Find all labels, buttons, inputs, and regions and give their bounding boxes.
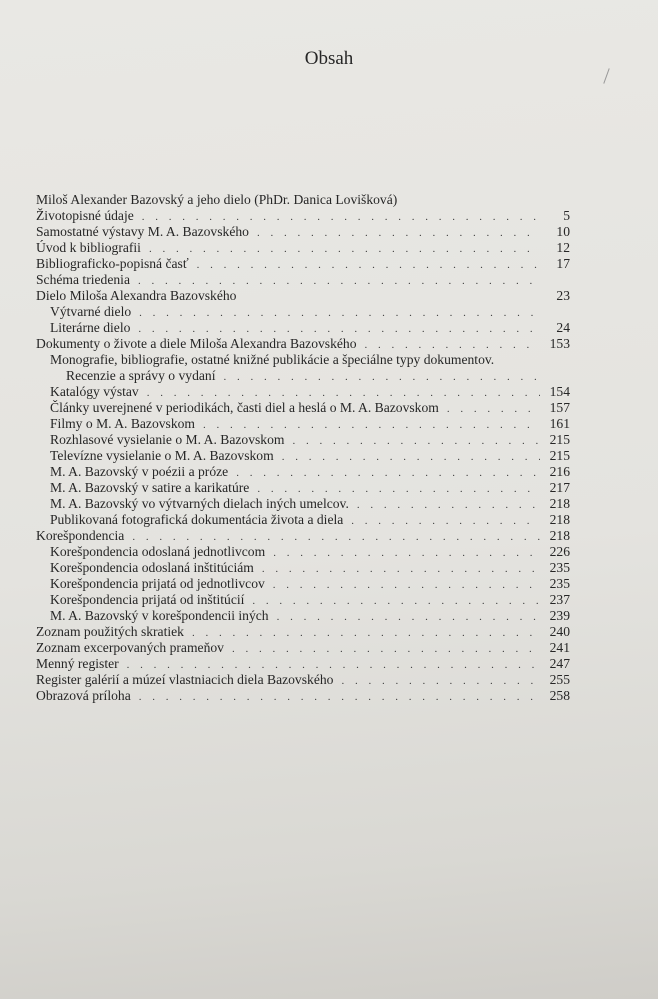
toc-entry: [36, 304, 570, 320]
toc-entry: [36, 480, 570, 496]
toc-entry-title: Televízne vysielanie o M. A. Bazovskom: [50, 448, 274, 463]
toc-entry: [36, 368, 570, 384]
toc-entry: [36, 336, 570, 352]
leader-dots: [257, 225, 540, 241]
toc-entry-title: Recenzie a správy o vydaní: [66, 368, 216, 383]
toc-entry-title: Korešpondencia: [36, 528, 125, 543]
leader-dots: [292, 433, 540, 449]
toc-entry-title: Korešpondencia odoslaná jednotlivcom: [50, 544, 266, 559]
toc-entry-title: Korešpondencia odoslaná inštitúciám: [50, 560, 254, 575]
toc-entry-page: 218: [549, 528, 570, 543]
toc-entry-title: Register galérií a múzeí vlastniacich diela Bazovského: [36, 672, 334, 687]
toc-entry: [36, 224, 570, 240]
leader-dots: [192, 625, 540, 641]
leader-dots: [138, 321, 540, 337]
leader-dots: [139, 305, 540, 321]
toc-entry-page: 235: [549, 576, 570, 591]
toc-entry: [36, 640, 570, 656]
leader-dots: [142, 209, 540, 225]
toc-entry-title: Samostatné výstavy M. A. Bazovského: [36, 224, 249, 239]
toc-entry: [36, 576, 570, 592]
toc-entry-title: Zoznam použitých skratiek: [36, 624, 184, 639]
toc-entry: [36, 288, 570, 304]
toc-entry-title: Filmy o M. A. Bazovskom: [50, 416, 196, 431]
leader-dots: [132, 529, 540, 545]
leader-dots: [357, 497, 540, 513]
toc-entry-title: M. A. Bazovský v satire a karikatúre: [50, 480, 250, 495]
toc-entry-page: 157: [549, 400, 570, 415]
leader-dots: [447, 401, 540, 417]
toc-entry-page: 255: [549, 672, 570, 687]
toc-entry-page: 215: [549, 432, 570, 447]
toc-entry: [36, 384, 570, 400]
toc-entry: [36, 656, 570, 672]
leader-dots: [223, 369, 540, 385]
toc-entry: [36, 624, 570, 640]
toc-entry-title: Zoznam excerpovaných prameňov: [36, 640, 224, 655]
toc-entry-title: Monografie, bibliografie, ostatné knižné publikácie a špeciálne typy dokumentov.: [50, 352, 495, 367]
leader-dots: [257, 481, 540, 497]
toc-entry-page: 12: [556, 240, 570, 255]
toc-entry-title: Menný register: [36, 656, 119, 671]
toc-entry-title: Výtvarné dielo: [50, 304, 132, 319]
leader-dots: [232, 641, 540, 657]
toc-entry: [36, 400, 570, 416]
toc-entry-title: Dielo Miloša Alexandra Bazovského: [36, 288, 237, 303]
toc-entry-title: Literárne dielo: [50, 320, 131, 335]
leader-dots: [147, 385, 540, 401]
toc-entry-page: 217: [549, 480, 570, 495]
toc-entry-title: Dokumenty o živote a diele Miloša Alexandra Bazovského: [36, 336, 357, 351]
leader-dots: [282, 449, 540, 465]
toc-entry-page: 161: [549, 416, 570, 431]
leader-dots: [262, 561, 540, 577]
leader-dots: [365, 337, 540, 353]
toc-entry: [36, 688, 570, 704]
toc-entry-title: Úvod k bibliografii: [36, 240, 141, 255]
toc-entry-page: 240: [549, 624, 570, 639]
toc-entry: [36, 608, 570, 624]
toc-entry: [36, 496, 570, 512]
leader-dots: [236, 465, 540, 481]
toc-entry-page: 218: [549, 496, 570, 511]
toc-entry: [36, 512, 570, 528]
leader-dots: [139, 689, 540, 705]
leader-dots: [273, 577, 540, 593]
toc-entry-title: Schéma triedenia: [36, 272, 130, 287]
toc-entry-page: 247: [549, 656, 570, 671]
toc-entry: [36, 528, 570, 544]
toc-entry: [36, 544, 570, 560]
toc-entry-title: Životopisné údaje: [36, 208, 134, 223]
toc-entry-page: 153: [549, 336, 570, 351]
toc-entry: [36, 592, 570, 608]
leader-dots: [203, 417, 540, 433]
toc-entry-page: 10: [556, 224, 570, 239]
toc-entry-title: Obrazová príloha: [36, 688, 131, 703]
toc-entry-title: M. A. Bazovský vo výtvarných dielach iných umelcov.: [50, 496, 349, 511]
toc-entry-page: 241: [549, 640, 570, 655]
toc-entry: [36, 432, 570, 448]
leader-dots: [273, 545, 540, 561]
leader-dots: [149, 241, 540, 257]
toc-entry-title: Rozhlasové vysielanie o M. A. Bazovskom: [50, 432, 285, 447]
leader-dots: [197, 257, 540, 273]
toc-entry-page: 5: [563, 208, 570, 223]
toc-entry-title: Články uverejnené v periodikách, časti diel a heslá o M. A. Bazovskom: [50, 400, 439, 415]
toc-entry: [36, 272, 570, 288]
leader-dots: [127, 657, 540, 673]
toc-entry-title: M. A. Bazovský v poézii a próze: [50, 464, 229, 479]
toc-entry-page: 154: [549, 384, 570, 399]
toc-entry-page: 258: [549, 688, 570, 703]
leader-dots: [252, 593, 540, 609]
toc-entry: [36, 208, 570, 224]
toc-entry: [36, 672, 570, 688]
toc-entry: [36, 448, 570, 464]
toc-entry: [36, 352, 570, 368]
toc-entry-title: Korešpondencia prijatá od inštitúcií: [50, 592, 245, 607]
toc-entry-page: 23: [556, 288, 570, 303]
toc-entry-page: 24: [556, 320, 570, 335]
toc-entry-title: Publikovaná fotografická dokumentácia života a diela: [50, 512, 344, 527]
toc-entry-page: 17: [556, 256, 570, 271]
leader-dots: [341, 673, 540, 689]
toc-entry-page: 218: [549, 512, 570, 527]
toc-entry-page: 226: [549, 544, 570, 559]
leader-dots: [351, 513, 540, 529]
toc-entry-title: Katalógy výstav: [50, 384, 139, 399]
toc-entry-title: Korešpondencia prijatá od jednotlivcov: [50, 576, 265, 591]
toc-entry-page: 237: [549, 592, 570, 607]
toc-entry-title: Miloš Alexander Bazovský a jeho dielo (PhDr. Danica Lovišková): [36, 192, 398, 207]
toc-entry-page: 235: [549, 560, 570, 575]
toc-entry: [36, 192, 570, 208]
pencil-mark: [603, 68, 609, 83]
toc-entry: [36, 240, 570, 256]
toc-entry-page: 215: [549, 448, 570, 463]
toc-entry-page: 239: [549, 608, 570, 623]
toc-entry-page: 216: [549, 464, 570, 479]
toc-entry-title: M. A. Bazovský v korešpondencii iných: [50, 608, 269, 623]
toc-entry: [36, 560, 570, 576]
leader-dots: [138, 273, 540, 289]
toc-entry-title: Bibliograficko-popisná časť: [36, 256, 189, 271]
toc-entry: [36, 256, 570, 272]
toc-entry: [36, 416, 570, 432]
toc-entry: [36, 464, 570, 480]
leader-dots: [277, 609, 540, 625]
page-title: Obsah: [304, 48, 354, 69]
table-of-contents: [36, 192, 570, 704]
toc-entry: [36, 320, 570, 336]
